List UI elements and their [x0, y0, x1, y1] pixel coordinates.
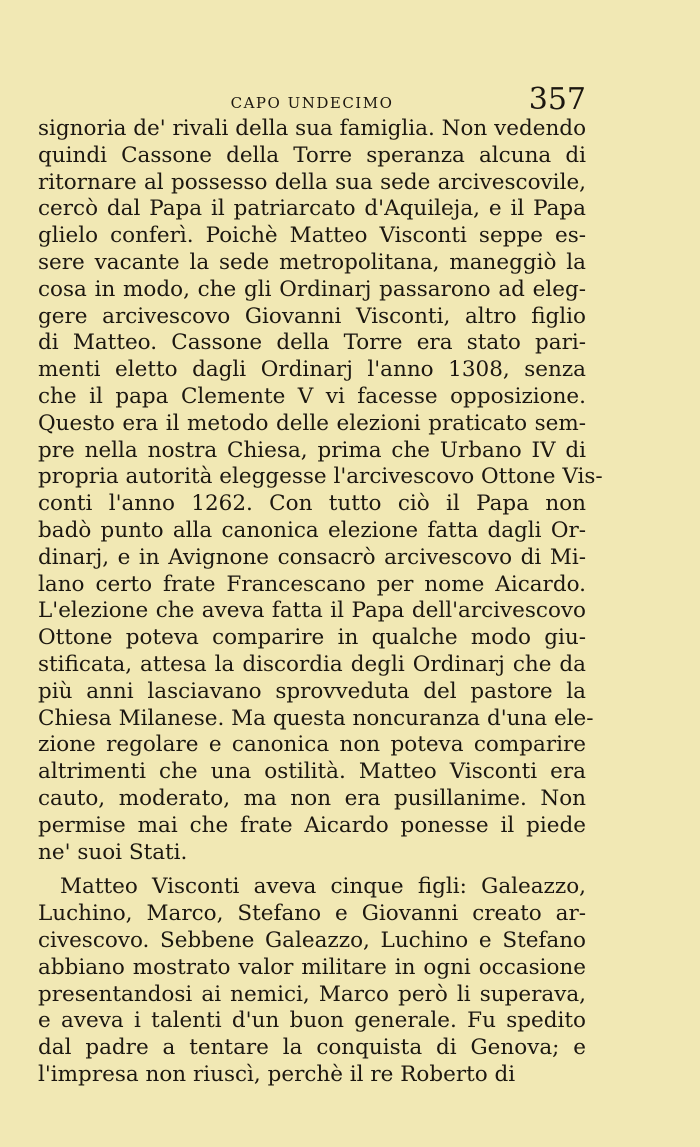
text-line: dinarj, e in Avignone consacrò arcivescovo di Mi-: [38, 544, 586, 570]
text-line: permise mai che frate Aicardo ponesse il piede: [38, 812, 586, 838]
text-line: che il papa Clemente V vi facesse opposizione.: [38, 383, 586, 409]
text-line: badò punto alla canonica elezione fatta dagli Or-: [38, 517, 586, 543]
text-line: dal padre a tentare la conquista di Genova; e: [38, 1035, 586, 1061]
text-line: abbiano mostrato valor militare in ogni occasione: [38, 954, 586, 980]
text-line: gere arcivescovo Giovanni Visconti, altro figlio: [38, 303, 586, 329]
paragraph: [38, 116, 603, 866]
text-line: glielo conferì. Poichè Matteo Visconti seppe es-: [38, 223, 586, 249]
text-line: Chiesa Milanese. Ma questa noncuranza d'una ele-: [38, 705, 594, 731]
text-line: menti eletto dagli Ordinarj l'anno 1308, senza: [38, 357, 586, 383]
text-line: presentandosi ai nemici, Marco però li superava,: [38, 981, 586, 1007]
text-line: conti l'anno 1262. Con tutto ciò il Papa non: [38, 491, 586, 517]
text-line: Luchino, Marco, Stefano e Giovanni creato ar-: [38, 901, 586, 927]
text-line: pre nella nostra Chiesa, prima che Urbano IV di: [38, 437, 586, 463]
text-line: più anni lasciavano sprovveduta del pastore la: [38, 678, 586, 704]
paragraph: [38, 874, 586, 1088]
text-line: zione regolare e canonica non poteva comparire: [38, 732, 586, 758]
text-line: Ottone poteva comparire in qualche modo giu-: [38, 625, 586, 651]
text-line: cosa in modo, che gli Ordinarj passarono ad eleg-: [38, 276, 586, 302]
text-line: cauto, moderato, ma non era pusillanime. Non: [38, 785, 586, 811]
text-line: di Matteo. Cassone della Torre era stato pari-: [38, 330, 586, 356]
text-line: lano certo frate Francescano per nome Aicardo.: [38, 571, 586, 597]
text-line: propria autorità eleggesse l'arcivescovo Ottone Vis-: [38, 464, 603, 490]
text-line: cercò dal Papa il patriarcato d'Aquileja, e il Papa: [38, 196, 586, 222]
text-line: quindi Cassone della Torre speranza alcuna di: [38, 142, 586, 168]
text-line: signoria de' rivali della sua famiglia. Non vedendo: [38, 116, 587, 141]
body-text: [38, 116, 603, 1089]
text-line: Matteo Visconti aveva cinque figli: Galeazzo,: [60, 874, 586, 900]
page-number: 357: [528, 82, 586, 117]
paragraph-gap: [38, 866, 586, 874]
text-line: ritornare al possesso della sua sede arcivescovile,: [38, 169, 586, 195]
text-line: L'elezione che aveva fatta il Papa dell'arcivescovo: [38, 598, 586, 624]
text-line: civescovo. Sebbene Galeazzo, Luchino e Stefano: [38, 927, 586, 953]
text-line: sere vacante la sede metropolitana, maneggiò la: [38, 249, 586, 275]
text-line: Questo era il metodo delle elezioni praticato sem-: [38, 410, 586, 436]
text-line: altrimenti che una ostilità. Matteo Visconti era: [38, 759, 586, 785]
running-head: CAPO UNDECIMO: [230, 94, 394, 112]
text-line: stificata, attesa la discordia degli Ordinarj che da: [38, 651, 586, 677]
text-line: e aveva i talenti d'un buon generale. Fu spedito: [38, 1008, 586, 1034]
text-line: l'impresa non riuscì, perchè il re Roberto di: [38, 1061, 516, 1087]
text-line: ne' suoi Stati.: [38, 839, 188, 865]
